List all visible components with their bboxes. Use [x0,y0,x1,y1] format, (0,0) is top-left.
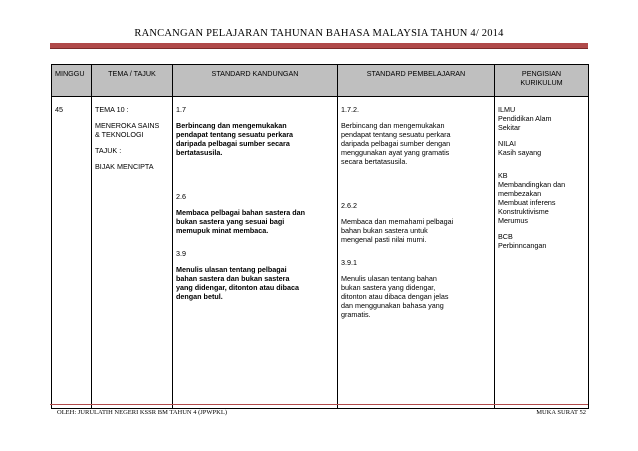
sk-code: 1.7 [176,105,186,114]
sk-text-line: Menulis ulasan tentang pelbagai [176,265,287,274]
sp-code: 3.9.1 [341,258,357,267]
sp-code: 2.6.2 [341,201,357,210]
sp-text-line: bahan bukan sastera untuk [341,226,428,235]
cell-standard-pembelajaran [338,97,495,409]
kb-item: Membandingkan dan [498,180,566,189]
title-divider [50,43,588,49]
sk-text-line: daripada pelbagai sumber secara [176,139,290,148]
sp-text-line: dan menggunakan bahasa yang [341,301,444,310]
sk-code: 2.6 [176,192,186,201]
header-pengisian-line2: KURIKULUM [520,78,563,87]
nilai-item: Kasih sayang [498,148,542,157]
sp-code: 1.7.2. [341,105,359,114]
sp-text-line: Membaca dan memahami pelbagai [341,217,454,226]
table-header-row [52,65,589,97]
header-standard-pembelajaran: STANDARD PEMBELAJARAN [338,65,495,97]
sk-text-line: bahan sastera dan bukan sastera [176,274,290,283]
kb-item: Membuat inferens [498,198,556,207]
sp-text-line: daripada pelbagai sumber dengan [341,139,451,148]
ilmu-item: Pendidikan Alam [498,114,552,123]
footer-divider [50,404,588,405]
cell-standard-kandungan [173,97,338,409]
header-pengisian-line1: PENGISIAN [521,69,562,78]
sk-text-line: Membaca pelbagai bahan sastera dan [176,208,306,217]
sp-text-line: secara bertatasusila. [341,157,408,166]
page-number: MUKA SURAT 52 [536,409,586,416]
page-title: RANCANGAN PELAJARAN TAHUNAN BAHASA MALAYSIA TAHUN 4/ 2014 [134,28,504,39]
sk-text-line: bertatasusila. [176,148,223,157]
sp-text-line: Berbincang dan mengemukakan [341,121,445,130]
ilmu-item: Sekitar [498,123,521,132]
cell-tema-tajuk [92,97,173,409]
sp-text-line: pendapat tentang sesuatu perkara [341,130,451,139]
table-row [52,97,589,409]
sk-text-line: memupuk minat membaca. [176,226,269,235]
tema-name-line2: & TEKNOLOGI [95,130,144,139]
sp-text-line: menggunakan ayat yang gramatis [341,148,450,157]
lesson-plan-table [51,64,589,409]
header-standard-kandungan: STANDARD KANDUNGAN [173,65,338,97]
sp-text-line: gramatis. [341,310,371,319]
tajuk-name: BIJAK MENCIPTA [95,162,154,171]
ilmu-label: ILMU [498,105,516,114]
header-pengisian-kurikulum [495,65,589,97]
cell-pengisian-kurikulum [495,97,589,409]
sp-text-line: Menulis ulasan tentang bahan [341,274,437,283]
tema-name-line1: MENEROKA SAINS [95,121,160,130]
bcb-label: BCB [498,232,513,241]
sk-code: 3.9 [176,249,186,258]
tajuk-label: TAJUK : [95,146,122,155]
kb-item: membezakan [498,189,542,198]
kb-item: Konstruktivisme [498,207,549,216]
header-tema-tajuk: TEMA / TAJUK [92,65,173,97]
bcb-item: Perbinncangan [498,241,547,250]
kb-label: KB [498,171,508,180]
kb-item: Merumus [498,216,528,225]
sk-text-line: Berbincang dan mengemukakan [176,121,287,130]
sk-text-line: yang didengar, ditonton atau dibaca [176,283,299,292]
sk-text-line: bukan sastera yang sesuai bagi [176,217,285,226]
footer-author: OLEH: JURULATIH NEGERI KSSR BM TAHUN 4 (JPWPKL) [57,409,227,416]
nilai-label: NILAI [498,139,516,148]
sp-text-line: mengenal pasti nilai murni. [341,235,427,244]
sk-text-line: dengan betul. [176,292,223,301]
header-minggu: MINGGU [52,65,92,97]
sp-text-line: ditonton atau dibaca dengan jelas [341,292,449,301]
sp-text-line: bukan sastera yang didengar, [341,283,436,292]
sk-text-line: pendapat tentang sesuatu perkara [176,130,294,139]
cell-minggu: 45 [52,97,92,409]
tema-label: TEMA 10 : [95,105,129,114]
